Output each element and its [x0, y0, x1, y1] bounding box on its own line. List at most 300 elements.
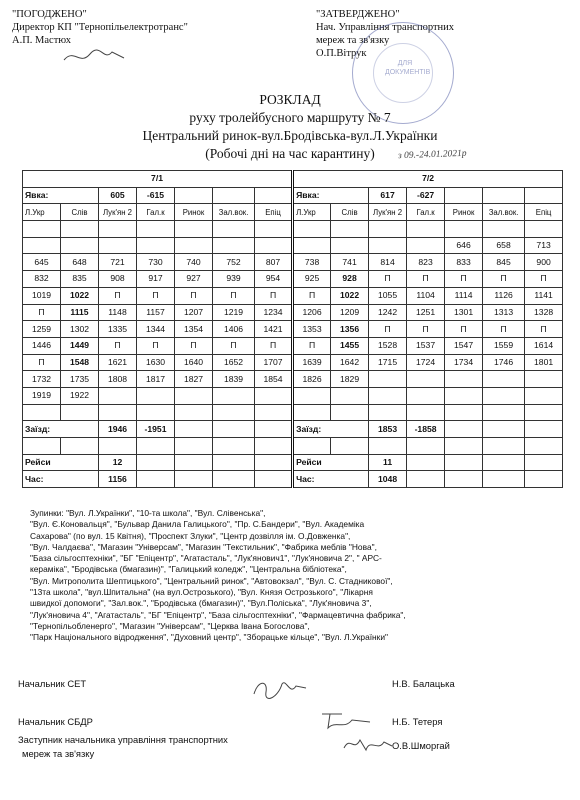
reisy-row-cell — [483, 454, 525, 471]
time-cell — [525, 404, 563, 421]
schedule-row — [23, 337, 563, 354]
zaizd-row-cell — [445, 421, 483, 438]
time-cell — [525, 387, 563, 404]
column-header: Ринок — [175, 204, 213, 221]
reisy-row — [23, 454, 563, 471]
time-cell: 1642 — [331, 354, 369, 371]
time-cell: 954 — [255, 271, 293, 288]
reisy-row-cell: 12 — [99, 454, 137, 471]
time-cell: 833 — [445, 254, 483, 271]
time-cell — [525, 371, 563, 388]
time-cell: 823 — [407, 254, 445, 271]
column-header: Епіц — [525, 204, 563, 221]
time-cell: 646 — [445, 237, 483, 254]
zaizd-row — [23, 421, 563, 438]
time-cell: П — [369, 321, 407, 338]
time-cell: 1022 — [331, 287, 369, 304]
chas-row-cell: Час: — [23, 471, 99, 488]
time-cell — [483, 371, 525, 388]
stops-line: "Вул. Чалдаєва", "Магазин "Універсам", "Магазин "Текстильник", "Фабрика меблів "Нова", — [30, 541, 377, 552]
chas-row-cell — [137, 471, 175, 488]
time-cell — [99, 237, 137, 254]
time-cell — [445, 221, 483, 238]
empty-cell — [525, 438, 563, 455]
time-cell: П — [23, 354, 61, 371]
time-cell — [175, 221, 213, 238]
title-direction: Центральний ринок-вул.Бродівська-вул.Л.Українки — [142, 128, 438, 143]
approved-signer: О.П.Вітрук — [316, 48, 367, 59]
chas-row-cell: 1156 — [99, 471, 137, 488]
time-cell: 1829 — [331, 371, 369, 388]
time-cell: 1746 — [483, 354, 525, 371]
time-cell — [525, 221, 563, 238]
time-cell: П — [175, 337, 213, 354]
time-cell — [213, 237, 255, 254]
empty-cell — [293, 438, 331, 455]
time-cell: П — [407, 271, 445, 288]
time-cell: П — [483, 271, 525, 288]
chas-row — [23, 471, 563, 488]
time-cell: 1455 — [331, 337, 369, 354]
time-cell: 1652 — [213, 354, 255, 371]
time-cell: 1055 — [369, 287, 407, 304]
column-header: Ринок — [445, 204, 483, 221]
reisy-row-cell — [407, 454, 445, 471]
time-cell: 1242 — [369, 304, 407, 321]
time-cell — [407, 221, 445, 238]
time-cell — [407, 371, 445, 388]
time-cell: 900 — [525, 254, 563, 271]
time-cell: 908 — [99, 271, 137, 288]
time-cell: 1022 — [61, 287, 99, 304]
time-cell: 1537 — [407, 337, 445, 354]
time-cell: 752 — [213, 254, 255, 271]
chas-row-cell — [255, 471, 293, 488]
spacer-row — [23, 438, 563, 455]
time-cell — [99, 387, 137, 404]
time-cell: 1148 — [99, 304, 137, 321]
approved-position-2: мереж та зв'язку — [316, 35, 390, 46]
time-cell: 1446 — [23, 337, 61, 354]
time-cell: 1234 — [255, 304, 293, 321]
time-cell: 1640 — [175, 354, 213, 371]
stops-line: кераміка", "Бродівська (бмагазин)", "Галицький коледж", "Центральна бібліотека", — [30, 564, 347, 575]
time-cell — [175, 387, 213, 404]
time-cell — [213, 387, 255, 404]
agreed-position: Директор КП "Тернопільелектротранс" — [12, 22, 188, 33]
time-cell: 1219 — [213, 304, 255, 321]
schedule-row — [23, 387, 563, 404]
time-cell: 1406 — [213, 321, 255, 338]
time-cell — [99, 404, 137, 421]
time-cell: 741 — [331, 254, 369, 271]
reisy-row-cell: 11 — [369, 454, 407, 471]
empty-cell — [23, 438, 61, 455]
time-cell: 1854 — [255, 371, 293, 388]
time-cell: 1922 — [61, 387, 99, 404]
time-cell: П — [483, 321, 525, 338]
title-raspisanie: РОЗКЛАД — [259, 92, 321, 107]
time-cell: П — [525, 271, 563, 288]
time-cell: 1126 — [483, 287, 525, 304]
zaizd-row-cell: Заїзд: — [23, 421, 99, 438]
zaizd-row-cell — [175, 421, 213, 438]
stops-line: "Тернопільобленерго", "Магазин "Універсам", "Церква Івана Богослова", — [30, 620, 310, 631]
time-cell — [175, 404, 213, 421]
time-cell: 1335 — [99, 321, 137, 338]
time-cell — [137, 237, 175, 254]
time-cell: 939 — [213, 271, 255, 288]
time-cell: П — [445, 321, 483, 338]
title-route: руху тролейбусного маршруту № 7 — [189, 110, 391, 125]
yavka-left-end: -615 — [137, 187, 175, 204]
reisy-row-cell: Рейси — [23, 454, 99, 471]
time-cell: 1421 — [255, 321, 293, 338]
empty-cell — [407, 438, 445, 455]
route-right-label: 7/2 — [293, 171, 563, 188]
time-cell: 1207 — [175, 304, 213, 321]
time-cell — [483, 387, 525, 404]
empty-cell — [213, 438, 255, 455]
reisy-row-cell — [255, 454, 293, 471]
time-cell: 1919 — [23, 387, 61, 404]
time-cell: 1302 — [61, 321, 99, 338]
time-cell — [213, 221, 255, 238]
stamp-text: ДЛЯ ДОКУМЕНТІВ — [385, 60, 431, 76]
schedule-body — [23, 171, 563, 488]
zaizd-row-cell: Заїзд: — [293, 421, 369, 438]
time-cell: П — [213, 287, 255, 304]
chas-row-cell — [483, 471, 525, 488]
time-cell — [255, 221, 293, 238]
column-header: Слів — [331, 204, 369, 221]
schedule-table — [22, 170, 563, 488]
column-header: Епіц — [255, 204, 293, 221]
time-cell: 1328 — [525, 304, 563, 321]
time-cell: 1826 — [293, 371, 331, 388]
time-cell: 1808 — [99, 371, 137, 388]
column-header-row — [23, 204, 563, 221]
time-cell: П — [525, 321, 563, 338]
zaizd-row-cell: 1853 — [369, 421, 407, 438]
time-cell — [483, 221, 525, 238]
time-cell — [407, 387, 445, 404]
empty-cell — [445, 438, 483, 455]
time-cell — [137, 387, 175, 404]
column-header: Зал.вок. — [483, 204, 525, 221]
reisy-row-cell — [175, 454, 213, 471]
approved-position-1: Нач. Управління транспортних — [316, 22, 455, 33]
time-cell: П — [213, 337, 255, 354]
empty-cell — [61, 438, 99, 455]
time-cell: 845 — [483, 254, 525, 271]
column-header: Лук'ян 2 — [99, 204, 137, 221]
time-cell: 1528 — [369, 337, 407, 354]
time-cell: 1639 — [293, 354, 331, 371]
time-cell: 1621 — [99, 354, 137, 371]
yavka-label-right: Явка: — [293, 187, 369, 204]
time-cell: П — [445, 271, 483, 288]
time-cell — [213, 404, 255, 421]
time-cell: 1344 — [137, 321, 175, 338]
time-cell: 1732 — [23, 371, 61, 388]
time-cell — [445, 387, 483, 404]
chas-row-cell — [175, 471, 213, 488]
sig-position-sbdr: Начальник СБДР — [18, 716, 93, 727]
time-cell: 807 — [255, 254, 293, 271]
time-cell: 1614 — [525, 337, 563, 354]
stops-line: Сахарова" (по вул. 15 Квітня), "Проспект Злуки", "Центр дозвілля ім. О.Довженка", — [30, 530, 351, 541]
time-cell: П — [175, 287, 213, 304]
time-cell: П — [255, 337, 293, 354]
zaizd-row-cell: 1946 — [99, 421, 137, 438]
empty-cell — [369, 438, 407, 455]
yavka-row — [23, 187, 563, 204]
schedule-row — [23, 287, 563, 304]
time-cell — [369, 237, 407, 254]
time-cell: 1206 — [293, 304, 331, 321]
zaizd-row-cell — [525, 421, 563, 438]
stops-line: "Вул. Є.Коновальця", "Бульвар Данила Галицького", "Пр. С.Бандери", "Вул. Академіка — [30, 519, 365, 530]
time-cell — [331, 387, 369, 404]
time-cell — [483, 404, 525, 421]
time-cell: 1356 — [331, 321, 369, 338]
time-cell: 1839 — [213, 371, 255, 388]
stops-line: "Парк Національного відродження", "Духовний центр", "Зборацьке кільце", "Вул. Л.Українки" — [30, 632, 388, 643]
time-cell — [255, 387, 293, 404]
time-cell: 1353 — [293, 321, 331, 338]
time-cell — [23, 237, 61, 254]
time-cell: 814 — [369, 254, 407, 271]
time-cell: 1724 — [407, 354, 445, 371]
time-cell: 1801 — [525, 354, 563, 371]
schedule-row — [23, 271, 563, 288]
time-cell: 1817 — [137, 371, 175, 388]
time-cell: 1313 — [483, 304, 525, 321]
time-cell: П — [137, 337, 175, 354]
column-header: Слів — [61, 204, 99, 221]
chas-row-cell: 1048 — [369, 471, 407, 488]
time-cell: 1114 — [445, 287, 483, 304]
empty-cell — [483, 438, 525, 455]
chas-row-cell — [407, 471, 445, 488]
time-cell: 648 — [61, 254, 99, 271]
time-cell: 1209 — [331, 304, 369, 321]
empty-cell — [255, 438, 293, 455]
route-header-row — [23, 171, 563, 188]
sig-name-shmorgai: О.В.Шморгай — [392, 740, 450, 751]
stops-line: швидкої допомоги", "Зал.вок.", "Бродівська (бмагазин)", "Вул.Поліська", "Лук'яновича 3", — [30, 598, 372, 609]
time-cell: 1734 — [445, 354, 483, 371]
time-cell: 928 — [331, 271, 369, 288]
signature-scribble-teterya — [318, 708, 378, 732]
time-cell: 1548 — [61, 354, 99, 371]
agreed-signer: А.П. Мастюх — [12, 35, 71, 46]
time-cell — [99, 221, 137, 238]
yavka-left-start: 605 — [99, 187, 137, 204]
time-cell: 1715 — [369, 354, 407, 371]
time-cell: 645 — [23, 254, 61, 271]
time-cell — [369, 221, 407, 238]
time-cell: П — [99, 337, 137, 354]
zaizd-row-cell: -1951 — [137, 421, 175, 438]
time-cell: 1019 — [23, 287, 61, 304]
time-cell: 1141 — [525, 287, 563, 304]
time-cell: 740 — [175, 254, 213, 271]
time-cell — [369, 371, 407, 388]
time-cell — [255, 404, 293, 421]
time-cell — [137, 404, 175, 421]
time-cell: 927 — [175, 271, 213, 288]
time-cell: 1707 — [255, 354, 293, 371]
column-header: Гал.к — [137, 204, 175, 221]
reisy-row-cell — [445, 454, 483, 471]
time-cell — [369, 404, 407, 421]
time-cell — [61, 221, 99, 238]
agreed-block — [12, 8, 188, 47]
column-header: Лук'ян 2 — [369, 204, 407, 221]
time-cell — [331, 404, 369, 421]
time-cell — [445, 404, 483, 421]
time-cell: 835 — [61, 271, 99, 288]
zaizd-row-cell — [213, 421, 255, 438]
chas-row-cell — [445, 471, 483, 488]
schedule-row — [23, 321, 563, 338]
time-cell — [293, 237, 331, 254]
time-cell: 917 — [137, 271, 175, 288]
stops-line: "Вул. Митрополита Шептицького", "Центральний ринок", "Автовокзал", "Вул. С. Стадникової", — [30, 575, 393, 586]
time-cell: 1630 — [137, 354, 175, 371]
stops-line: "13та школа", "вул.Шпитальна" (на вул.Острозького), "Вул. Князя Острозького", "Лікарня — [30, 587, 373, 598]
time-cell — [23, 404, 61, 421]
time-cell: 1547 — [445, 337, 483, 354]
column-header: Л.Укр — [293, 204, 331, 221]
time-cell: 713 — [525, 237, 563, 254]
empty-cell — [99, 438, 137, 455]
stops-line: "Лук'яновича 4", "Агатасталь", "БГ "Епіцентр", "База сільгосптехніки", "Фармацевтична фабрика", — [30, 609, 406, 620]
sig-position-deputy: Заступник начальника управління транспортних — [18, 734, 228, 745]
schedule-row — [23, 221, 563, 238]
time-cell — [445, 371, 483, 388]
time-cell: 730 — [137, 254, 175, 271]
reisy-row-cell — [525, 454, 563, 471]
time-cell: 1251 — [407, 304, 445, 321]
column-header: Зал.вок. — [213, 204, 255, 221]
time-cell — [293, 221, 331, 238]
schedule-row — [23, 404, 563, 421]
route-left-label: 7/1 — [23, 171, 293, 188]
time-cell: П — [99, 287, 137, 304]
signature-scribble-mastyukh — [60, 46, 130, 68]
approved-label: "ЗАТВЕРДЖЕНО" — [316, 9, 400, 20]
reisy-row-cell — [213, 454, 255, 471]
reisy-row-cell: Рейси — [293, 454, 369, 471]
empty-cell — [137, 438, 175, 455]
time-cell: П — [293, 337, 331, 354]
signature-scribble-balatska — [250, 676, 310, 702]
time-cell — [137, 221, 175, 238]
time-cell: 925 — [293, 271, 331, 288]
chas-row-cell: Час: — [293, 471, 369, 488]
time-cell: 721 — [99, 254, 137, 271]
time-cell: 1301 — [445, 304, 483, 321]
schedule-row — [23, 254, 563, 271]
time-cell: П — [293, 287, 331, 304]
time-cell — [331, 237, 369, 254]
yavka-right-start: 617 — [369, 187, 407, 204]
empty-cell — [445, 187, 483, 204]
time-cell — [369, 387, 407, 404]
stops-line: Зупинки: "Вул. Л.Українки", "10-та школа", "Вул. Слівенська", — [30, 508, 266, 518]
schedule-row — [23, 304, 563, 321]
time-cell: 1115 — [61, 304, 99, 321]
title-days: (Робочі дні на час карантину) — [205, 146, 375, 161]
yavka-right-end: -627 — [407, 187, 445, 204]
reisy-row-cell — [137, 454, 175, 471]
time-cell — [331, 221, 369, 238]
sig-position-deputy-2: мереж та зв'язку — [22, 748, 95, 759]
time-cell — [293, 404, 331, 421]
time-cell: 1104 — [407, 287, 445, 304]
time-cell: 1735 — [61, 371, 99, 388]
time-cell: 658 — [483, 237, 525, 254]
time-cell: 1827 — [175, 371, 213, 388]
schedule-row — [23, 237, 563, 254]
column-header: Гал.к — [407, 204, 445, 221]
column-header: Л.Укр — [23, 204, 61, 221]
time-cell — [23, 221, 61, 238]
sig-name-teterya: Н.Б. Тетеря — [392, 716, 443, 727]
agreed-label: "ПОГОДЖЕНО" — [12, 9, 87, 20]
time-cell — [407, 404, 445, 421]
empty-cell — [213, 187, 255, 204]
time-cell — [407, 237, 445, 254]
empty-cell — [483, 187, 525, 204]
empty-cell — [331, 438, 369, 455]
time-cell: П — [137, 287, 175, 304]
chas-row-cell — [525, 471, 563, 488]
time-cell — [293, 387, 331, 404]
time-cell: 1157 — [137, 304, 175, 321]
time-cell — [255, 237, 293, 254]
empty-cell — [525, 187, 563, 204]
time-cell: 1259 — [23, 321, 61, 338]
stops-line: "База сільгосптехніки", "БГ "Епіцентр", "Агатасталь", "Лук'янович1", "Лук'яновича 2", " АРС- — [30, 553, 382, 564]
zaizd-row-cell — [255, 421, 293, 438]
time-cell: 1354 — [175, 321, 213, 338]
time-cell: 1559 — [483, 337, 525, 354]
yavka-label-left: Явка: — [23, 187, 99, 204]
official-stamp — [352, 22, 454, 124]
handwritten-date: з 09.-24.01.2021р — [397, 148, 467, 162]
sig-name-balatska: Н.В. Балацька — [392, 678, 455, 689]
empty-cell — [255, 187, 293, 204]
time-cell: 1449 — [61, 337, 99, 354]
time-cell: П — [255, 287, 293, 304]
time-cell — [61, 237, 99, 254]
empty-cell — [175, 438, 213, 455]
time-cell: 832 — [23, 271, 61, 288]
time-cell: П — [407, 321, 445, 338]
sig-position-set: Начальник СЕТ — [18, 678, 87, 689]
signature-scribble-shmorgai — [340, 732, 396, 756]
empty-cell — [175, 187, 213, 204]
schedule-row — [23, 371, 563, 388]
time-cell: П — [369, 271, 407, 288]
stops-list — [30, 508, 555, 644]
time-cell — [61, 404, 99, 421]
schedule-row — [23, 354, 563, 371]
